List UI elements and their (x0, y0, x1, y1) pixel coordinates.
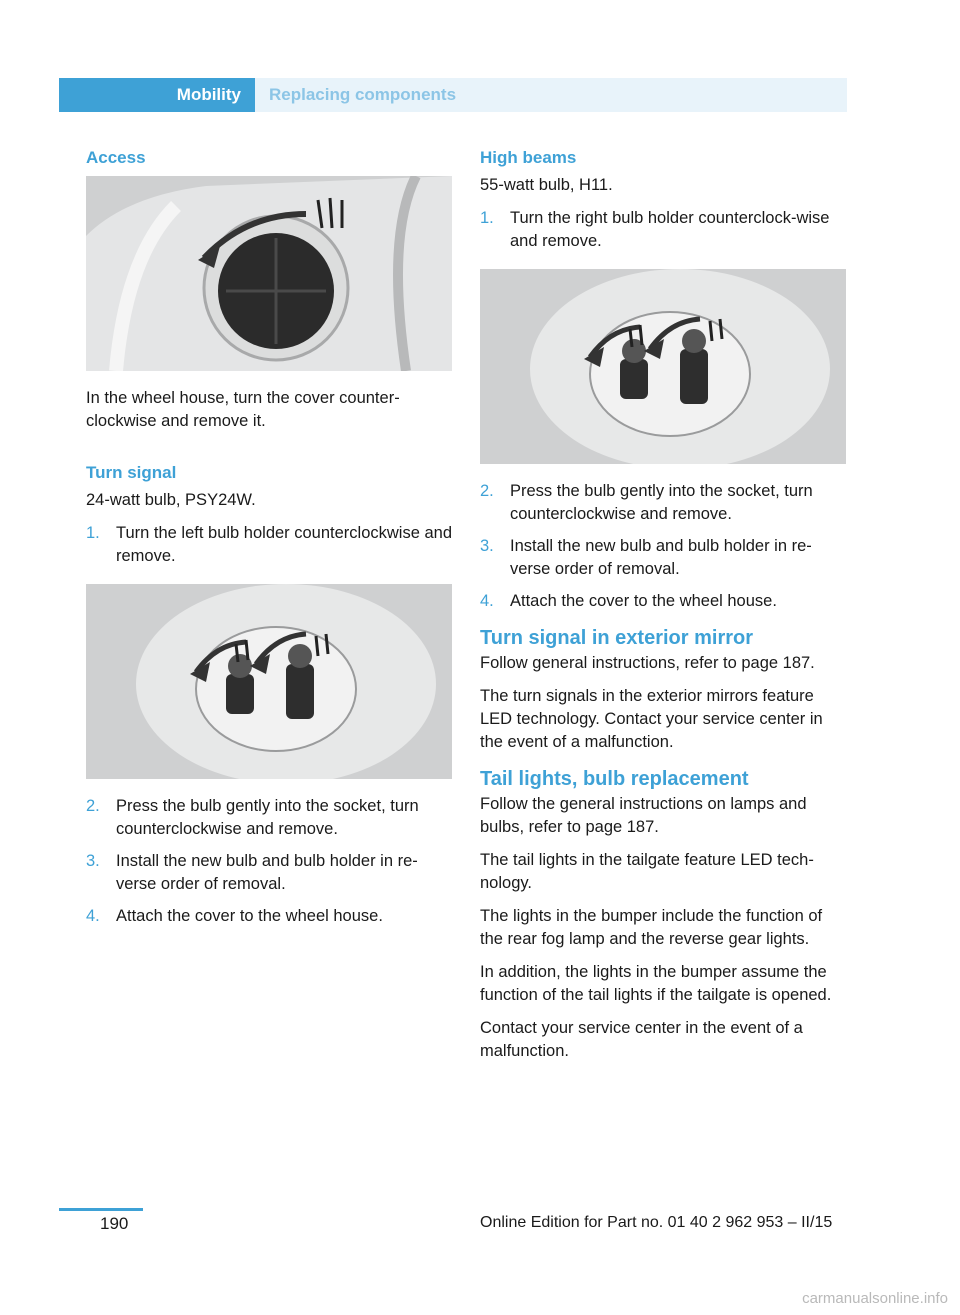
page-number: 190 (100, 1214, 129, 1233)
turn-signal-steps-b (86, 795, 454, 928)
step-text: Attach the cover to the wheel house. (116, 907, 383, 925)
footer-rule (59, 1208, 143, 1211)
step-text: Install the new bulb and bulb holder in re‐verse order of removal. (116, 852, 418, 893)
turn-signal-steps-a (86, 522, 454, 568)
high-beams-steps-b (480, 480, 848, 613)
list-item (480, 207, 848, 253)
mirror-text-2: The turn signals in the exterior mirrors feature LED technology. Contact your service center in the event of a malfunction. (480, 687, 823, 751)
right-column (480, 148, 848, 1073)
step-number: 2. (480, 482, 494, 500)
wheel-house-cover-illustration (86, 176, 452, 371)
high-beam-bulb-illustration (480, 269, 846, 464)
step-number: 3. (480, 537, 494, 555)
step-text: Turn the right bulb holder counterclock‐wise and remove. (510, 209, 830, 250)
list-item (480, 535, 848, 581)
access-heading: Access (86, 148, 146, 167)
turn-signal-spec: 24-watt bulb, PSY24W. (86, 491, 256, 509)
step-number: 1. (480, 209, 494, 227)
tail-lights-heading: Tail lights, bulb replacement (480, 768, 749, 790)
list-item (480, 590, 848, 613)
step-text: Press the bulb gently into the socket, turn counterclockwise and remove. (116, 797, 419, 838)
turn-signal-bulb-illustration (86, 584, 452, 779)
list-item (86, 905, 454, 928)
tail-text-4: In addition, the lights in the bumper assume the function of the tail lights if the tailgate is opened. (480, 963, 832, 1004)
subsection-tab: Replacing components (255, 78, 847, 112)
tail-text-2: The tail lights in the tailgate feature LED tech‐nology. (480, 851, 814, 892)
turn-signal-heading: Turn signal (86, 463, 177, 482)
step-text: Install the new bulb and bulb holder in re‐verse order of removal. (510, 537, 812, 578)
high-beams-steps-a (480, 207, 848, 253)
step-text: Turn the left bulb holder counterclockwise and remove. (116, 524, 452, 565)
watermark: carmanualsonline.info (802, 1290, 948, 1307)
step-text: Press the bulb gently into the socket, turn counterclockwise and remove. (510, 482, 813, 523)
list-item (480, 480, 848, 526)
mirror-heading: Turn signal in exterior mirror (480, 627, 754, 649)
step-number: 1. (86, 524, 100, 542)
step-number: 4. (480, 592, 494, 610)
step-number: 2. (86, 797, 100, 815)
tail-text-1: Follow the general instructions on lamps and bulbs, refer to page 187. (480, 795, 807, 836)
step-text: Attach the cover to the wheel house. (510, 592, 777, 610)
section-tab: Mobility (59, 78, 255, 112)
left-column (86, 148, 454, 938)
list-item (86, 522, 454, 568)
page-header (59, 78, 847, 112)
tail-text-3: The lights in the bumper include the function of the rear fog lamp and the reverse gear lights. (480, 907, 823, 948)
high-beams-spec: 55-watt bulb, H11. (480, 176, 613, 194)
list-item (86, 795, 454, 841)
tail-text-5: Contact your service center in the event of a malfunction. (480, 1019, 803, 1060)
step-number: 4. (86, 907, 100, 925)
edition-note: Online Edition for Part no. 01 40 2 962 953 – II/15 (480, 1214, 833, 1231)
step-number: 3. (86, 852, 100, 870)
mirror-text-1: Follow general instructions, refer to page 187. (480, 654, 815, 672)
high-beams-heading: High beams (480, 148, 577, 167)
access-text: In the wheel house, turn the cover counter‐clockwise and remove it. (86, 389, 400, 430)
list-item (86, 850, 454, 896)
